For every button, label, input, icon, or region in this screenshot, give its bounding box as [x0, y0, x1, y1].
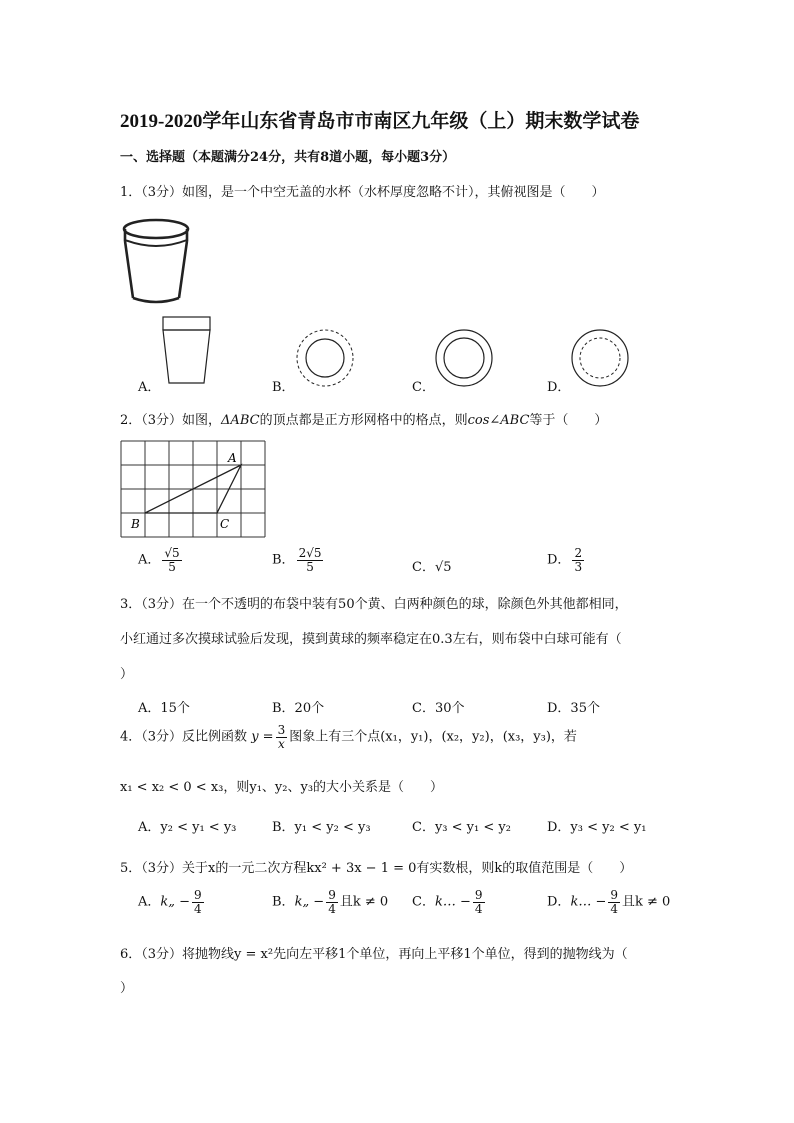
q4-option-c: C．y₃ < y₁ < y₂ — [412, 820, 511, 835]
q5-option-c: C．k… − $\frac{9}{4}$ — [412, 888, 483, 916]
question-4-line-1: 4．（3分）反比例函数 y = $\frac{3}{x}$ 图象上有三个点(x₁，y₁)，(x₂，y₂)，(x₃，y₃)，若 — [120, 723, 577, 751]
q3-option-a: A．15个 — [138, 701, 190, 716]
q1-option-d-figure — [570, 328, 630, 388]
question-1-text: 1．（3分）如图，是一个中空无盖的水杯（水杯厚度忽略不计），其俯视图是（ ） — [120, 185, 605, 200]
question-3-line-2: 小红通过多次摸球试验后发现，摸到黄球的频率稳定在0.3左右，则布袋中白球可能有（ — [120, 632, 622, 647]
q3-option-b: B．20个 — [272, 701, 325, 716]
q2-option-b: B． $\frac{2√5}{5}$ — [272, 546, 322, 574]
q5-option-d: D．k… − $\frac{9}{4}$ 且k ≠ 0 — [547, 888, 671, 916]
q1-option-d-label: D． — [547, 380, 571, 395]
q3-option-d: D．35个 — [547, 701, 600, 716]
grid-triangle-figure — [120, 440, 266, 540]
q1-option-c-figure — [434, 328, 494, 388]
question-2-text: 2．（3分）如图，ΔABC的顶点都是正方形网格中的格点，则cos∠ABC等于（ ） — [120, 413, 608, 428]
q1-option-b-figure — [295, 328, 355, 388]
question-6-line-2: ） — [120, 981, 134, 996]
q3-option-c: C．30个 — [412, 701, 465, 716]
q2-option-a: A． $\frac{√5}{5}$ — [138, 546, 180, 574]
grid-label-c: C — [220, 517, 230, 531]
q1-option-a-label: A． — [138, 380, 161, 395]
page-title: 2019-2020学年山东省青岛市市南区九年级（上）期末数学试卷 — [120, 111, 640, 132]
q5-option-a: A．k„ − $\frac{9}{4}$ — [138, 888, 202, 916]
question-5-text: 5．（3分）关于x的一元二次方程kx² + 3x − 1 = 0有实数根，则k的取值范围是（ ） — [120, 861, 633, 876]
q1-option-a-figure — [162, 316, 212, 386]
question-3-line-3: ） — [120, 667, 134, 682]
grid-label-b: B — [131, 517, 140, 531]
q4-option-a: A．y₂ < y₁ < y₃ — [138, 820, 237, 835]
section-heading: 一、选择题（本题满分24分，共有8道小题，每小题3分） — [120, 150, 456, 165]
q4-option-d: D．y₃ < y₂ < y₁ — [547, 820, 647, 835]
q2-option-d: D． $\frac{2}{3}$ — [547, 546, 583, 574]
grid-label-a: A — [228, 451, 237, 465]
question-3-line-1: 3．（3分）在一个不透明的布袋中装有50个黄、白两种颜色的球，除颜色外其他都相同， — [120, 597, 628, 612]
q4-option-b: B．y₁ < y₂ < y₃ — [272, 820, 371, 835]
q2-option-c: C．√5 — [412, 560, 452, 575]
q1-option-c-label: C． — [412, 380, 435, 395]
cup-figure — [122, 218, 190, 304]
q1-option-b-label: B． — [272, 380, 295, 395]
question-6-line-1: 6．（3分）将抛物线y = x²先向左平移1个单位，再向上平移1个单位，得到的抛物线为（ — [120, 947, 628, 962]
q5-option-b: B．k„ − $\frac{9}{4}$ 且k ≠ 0 — [272, 888, 389, 916]
question-4-line-2: x₁ < x₂ < 0 < x₃，则y₁、y₂、y₃的大小关系是（ ） — [120, 780, 444, 795]
